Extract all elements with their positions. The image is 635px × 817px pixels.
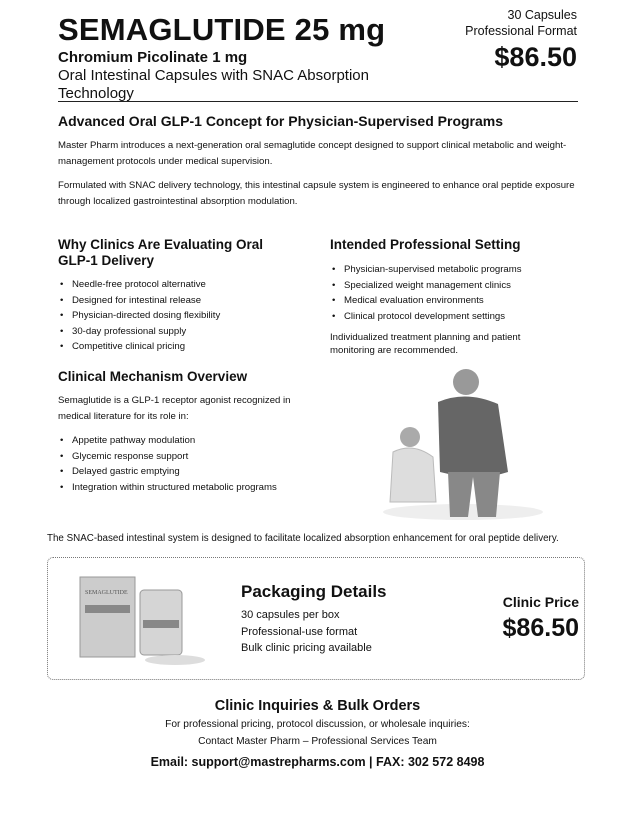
mechanism-intro: Semaglutide is a GLP-1 receptor agonist recognized in medical literature for its role in: — [58, 395, 291, 422]
list-item: • Physician-supervised metabolic programs — [330, 262, 522, 278]
mechanism-list — [58, 433, 277, 495]
header-price: $86.50 — [494, 42, 577, 72]
contact-email-fax[interactable]: Email: support@mastrepharms.com | FAX: 302 572 8498 — [150, 755, 485, 769]
list-item: • Appetite pathway modulation — [58, 433, 277, 449]
snac-note: The SNAC-based intestinal system is designed to facilitate localized absorption enhancement for oral peptide delivery. — [47, 533, 559, 544]
packaging-lines — [241, 607, 372, 657]
product-title: SEMAGLUTIDE 25 mg — [58, 12, 386, 47]
setting-heading: Intended Professional Setting — [330, 237, 521, 252]
list-item: • Integration within structured metabolic programs — [58, 480, 277, 496]
intro-paragraph-1: Master Pharm introduces a next-generation oral semaglutide concept designed to support clinical metabolic and weight-management protocols under medical supervision. — [58, 140, 567, 167]
setting-list — [330, 262, 522, 324]
packaging-line: 30 capsules per box — [241, 609, 340, 621]
list-item: • Medical evaluation environments — [330, 293, 522, 309]
doctor-patient-photo — [378, 362, 548, 522]
product-description: Oral Intestinal Capsules with SNAC Absorption Technology — [58, 67, 369, 102]
why-list — [58, 277, 220, 355]
list-item: • Clinical protocol development settings — [330, 309, 522, 325]
capsule-count: 30 Capsules — [507, 8, 577, 22]
intro-paragraph-2: Formulated with SNAC delivery technology, this intestinal capsule system is engineered to enhance oral peptide exposure through localized gastrointestinal absorption modulation. — [58, 180, 575, 207]
list-item: • Competitive clinical pricing — [58, 339, 220, 355]
divider — [58, 101, 578, 102]
list-item: • Specialized weight management clinics — [330, 278, 522, 294]
list-item: • Designed for intestinal release — [58, 293, 220, 309]
list-item: • Physician-directed dosing flexibility — [58, 308, 220, 324]
format-label: Professional Format — [465, 24, 577, 38]
list-item: • Needle-free protocol alternative — [58, 277, 220, 293]
contact-heading: Clinic Inquiries & Bulk Orders — [214, 698, 421, 714]
setting-note: Individualized treatment planning and patient monitoring are recommended. — [330, 332, 521, 356]
list-item: • Glycemic response support — [58, 449, 277, 465]
product-packaging-image — [75, 572, 215, 667]
clinic-price: $86.50 — [502, 614, 579, 642]
packaging-heading: Packaging Details — [241, 582, 387, 601]
intro-heading: Advanced Oral GLP-1 Concept for Physician-Supervised Programs — [58, 113, 504, 129]
clinic-price-label: Clinic Price — [502, 594, 579, 610]
packaging-line: Bulk clinic pricing available — [241, 642, 372, 654]
why-heading: Why Clinics Are Evaluating Oral GLP-1 Delivery — [58, 237, 264, 268]
list-item: • Delayed gastric emptying — [58, 464, 277, 480]
contact-line-2: Contact Master Pharm – Professional Services Team — [198, 736, 437, 747]
product-subtitle: Chromium Picolinate 1 mg — [58, 49, 248, 66]
mechanism-heading: Clinical Mechanism Overview — [58, 369, 248, 384]
contact-line-1: For professional pricing, protocol discussion, or wholesale inquiries: — [165, 719, 470, 730]
packaging-line: Professional-use format — [241, 625, 358, 638]
svg-text:SEMAGLUTIDE: SEMAGLUTIDE — [85, 590, 128, 596]
list-item: • 30-day professional supply — [58, 324, 220, 340]
